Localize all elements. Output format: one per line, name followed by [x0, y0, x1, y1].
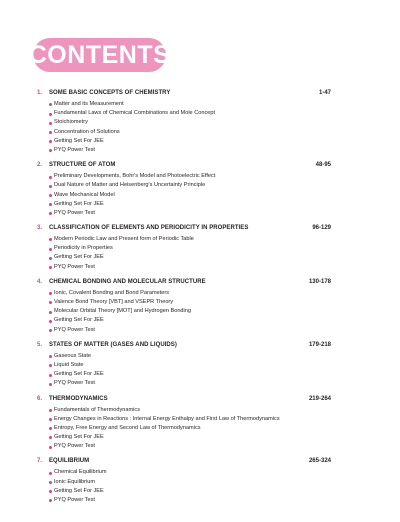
- topic-label: Dual Nature of Matter and Heisenberg's Uncertainty Principle: [54, 182, 206, 189]
- chapter-number: 3.: [37, 225, 43, 232]
- topic-label: PYQ Power Test: [54, 146, 95, 153]
- chapter-title: STATES OF MATTER (GASES AND LIQUIDS): [49, 341, 177, 348]
- chapter-entry: [37, 458, 331, 505]
- chapter-heading[interactable]: [37, 279, 331, 289]
- topic-item: [37, 442, 331, 451]
- topic-item: [37, 424, 331, 433]
- topic-label: Getting Set For JEE: [54, 434, 104, 441]
- topic-label: PYQ Power Test: [54, 443, 95, 450]
- chapter-entry: [37, 225, 331, 272]
- bullet-icon: [49, 418, 52, 421]
- bullet-icon: [49, 212, 52, 215]
- topic-label: Getting Set For JEE: [54, 137, 104, 144]
- topic-item: [37, 253, 331, 262]
- bullet-icon: [49, 436, 52, 439]
- chapter-title: EQUILIBRIUM: [49, 458, 90, 465]
- topic-item: [37, 191, 331, 200]
- bullet-icon: [49, 490, 52, 493]
- chapter-title: STRUCTURE OF ATOM: [49, 162, 116, 169]
- bullet-icon: [49, 176, 52, 179]
- bullet-icon: [49, 320, 52, 323]
- bullet-icon: [49, 257, 52, 260]
- topic-label: Stoichiometry: [54, 119, 88, 126]
- topic-item: [37, 307, 331, 316]
- topic-label: Preliminary Developments, Bohr's Model and Photoelectric Effect: [54, 173, 216, 180]
- chapter-page-range: 179-218: [308, 341, 331, 348]
- topic-item: [37, 172, 331, 181]
- topic-label: PYQ Power Test: [54, 380, 95, 387]
- bullet-icon: [49, 248, 52, 251]
- chapter-heading[interactable]: [37, 90, 331, 100]
- topic-item: [37, 118, 331, 127]
- topic-item: [37, 361, 331, 370]
- bullet-icon: [49, 409, 52, 412]
- chapter-title: SOME BASIC CONCEPTS OF CHEMISTRY: [49, 90, 171, 96]
- topic-label: Chemical Equilibrium: [54, 469, 107, 476]
- chapter-number: 6.: [37, 395, 43, 402]
- chapter-heading[interactable]: [37, 162, 331, 172]
- topic-label: Fundamental Laws of Chemical Combinations and Mole Concept: [54, 110, 216, 117]
- topic-item: [37, 326, 331, 335]
- bullet-icon: [49, 427, 52, 430]
- topic-item: [37, 415, 331, 424]
- chapter-title: CHEMICAL BONDING AND MOLECULAR STRUCTURE: [49, 278, 206, 285]
- topic-label: Gaseous State: [54, 352, 92, 359]
- topic-item: [37, 137, 331, 146]
- topic-label: Getting Set For JEE: [54, 317, 104, 324]
- topic-item: [37, 109, 331, 118]
- chapter-number: 1.: [37, 90, 43, 96]
- topic-label: Ionic, Covalent Bonding and Bond Parameters: [54, 289, 170, 296]
- chapter-page-range: 130-178: [308, 278, 331, 285]
- topic-item: [37, 181, 331, 190]
- topic-item: [37, 100, 331, 109]
- topic-label: PYQ Power Test: [54, 263, 95, 270]
- bullet-icon: [49, 266, 52, 269]
- topic-label: Valence Bond Theory [VBT] and VSEPR Theory: [54, 299, 174, 305]
- chapter-entry: [37, 162, 331, 218]
- topic-label: Fundamentals of Thermodynamics: [54, 406, 141, 413]
- chapter-page-range: 219-264: [308, 395, 331, 402]
- topic-label: Ionic Equilibrium: [54, 478, 96, 485]
- bullet-icon: [49, 355, 52, 358]
- topic-label: Getting Set For JEE: [54, 487, 104, 494]
- topic-label: Getting Set For JEE: [54, 254, 104, 261]
- topic-item: [37, 316, 331, 325]
- chapter-heading[interactable]: [37, 396, 331, 406]
- chapter-title: THERMODYNAMICS: [49, 395, 108, 402]
- topic-item: [37, 146, 331, 155]
- chapter-entry: [37, 90, 331, 155]
- topic-item: [37, 128, 331, 137]
- chapter-number: 4.: [37, 278, 43, 285]
- topic-label: Modern Periodic Law and Present form of Periodic Table: [54, 236, 194, 243]
- chapter-number: 2.: [37, 162, 43, 169]
- bullet-icon: [49, 194, 52, 197]
- bullet-icon: [49, 329, 52, 332]
- chapter-number: 5.: [37, 341, 43, 348]
- bullet-icon: [49, 481, 52, 484]
- chapter-title: CLASSIFICATION OF ELEMENTS AND PERIODICITY IN PROPERTIES: [49, 225, 249, 232]
- chapter-entry: [37, 396, 331, 452]
- bullet-icon: [49, 203, 52, 206]
- bullet-icon: [49, 499, 52, 502]
- topic-item: [37, 244, 331, 253]
- topic-item: [37, 352, 331, 361]
- topic-label: Concentration of Solutions: [54, 128, 120, 135]
- topic-label: Molecular Orbital Theory [MOT] and Hydrogen Bonding: [54, 308, 192, 315]
- chapter-entry: [37, 342, 331, 389]
- bullet-icon: [49, 113, 52, 116]
- bullet-icon: [49, 446, 52, 449]
- topic-label: Entropy, Free Energy and Second Law of Thermodynamics: [54, 424, 201, 431]
- topic-label: Getting Set For JEE: [54, 371, 104, 378]
- topic-label: Liquid State: [54, 361, 84, 368]
- topic-item: [37, 379, 331, 388]
- chapter-entry: [37, 279, 331, 335]
- topic-item: [37, 370, 331, 379]
- topic-label: Periodicity in Properties: [54, 245, 113, 252]
- chapter-page-range: 96-129: [312, 225, 331, 232]
- topic-item: [37, 433, 331, 442]
- table-of-contents: [37, 90, 331, 512]
- topic-label: Wave Mechanical Model: [54, 191, 115, 198]
- chapter-heading[interactable]: [37, 458, 331, 468]
- topic-item: [37, 209, 331, 218]
- bullet-icon: [49, 140, 52, 143]
- chapter-page-range: 265-324: [308, 458, 331, 465]
- chapter-heading[interactable]: [37, 342, 331, 352]
- bullet-icon: [49, 122, 52, 125]
- topic-label: PYQ Power Test: [54, 326, 95, 333]
- topic-label: Getting Set For JEE: [54, 200, 104, 207]
- bullet-icon: [49, 472, 52, 475]
- contents-title-badge: CONTENTS: [33, 38, 166, 72]
- topic-item: [37, 468, 331, 477]
- topic-item: [37, 235, 331, 244]
- topic-item: [37, 298, 331, 307]
- topic-item: [37, 496, 331, 505]
- topic-label: PYQ Power Test: [54, 497, 95, 503]
- chapter-page-range: 1-47: [318, 90, 331, 96]
- bullet-icon: [49, 103, 52, 106]
- chapter-page-range: 48-95: [315, 162, 331, 169]
- topic-label: PYQ Power Test: [54, 209, 95, 216]
- bullet-icon: [49, 238, 52, 241]
- topic-item: [37, 263, 331, 272]
- bullet-icon: [49, 301, 52, 304]
- topic-item: [37, 478, 331, 487]
- bullet-icon: [49, 292, 52, 295]
- bullet-icon: [49, 311, 52, 314]
- bullet-icon: [49, 374, 52, 377]
- chapter-heading[interactable]: [37, 225, 331, 235]
- bullet-icon: [49, 149, 52, 152]
- chapter-number: 7.: [37, 458, 43, 465]
- topic-label: Energy Changes in Reactions : Internal Energy Enthalpy and First Law of Thermodynamics: [54, 415, 280, 422]
- topic-item: [37, 289, 331, 298]
- bullet-icon: [49, 383, 52, 386]
- bullet-icon: [49, 131, 52, 134]
- topic-label: Matter and its Measurement: [54, 101, 124, 107]
- topic-item: [37, 200, 331, 209]
- topic-item: [37, 406, 331, 415]
- bullet-icon: [49, 364, 52, 367]
- topic-item: [37, 487, 331, 496]
- bullet-icon: [49, 185, 52, 188]
